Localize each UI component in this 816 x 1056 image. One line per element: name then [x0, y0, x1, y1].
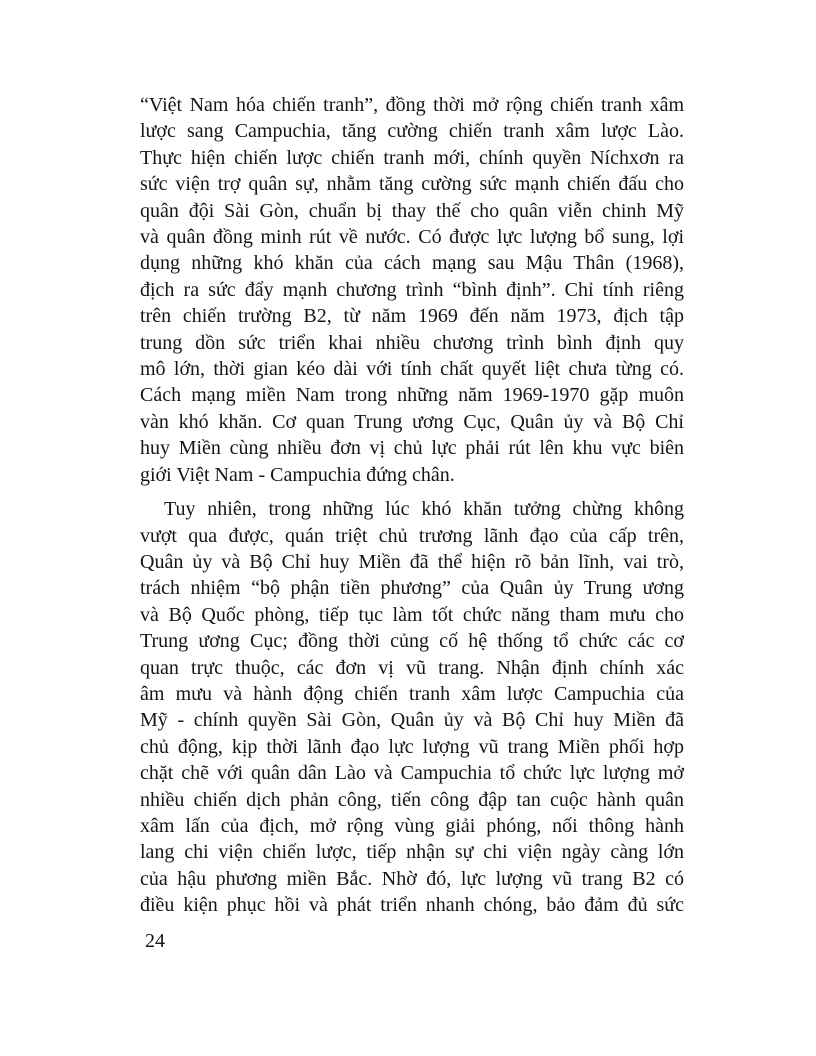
text-line: vàn khó khăn. Cơ quan Trung ương Cục, Quân ủy và Bộ Chỉ: [140, 410, 684, 433]
text-line: “Việt Nam hóa chiến tranh”, đồng thời mở rộng chiến tranh xâm: [140, 94, 684, 116]
text-line: quan trực thuộc, các đơn vị vũ trang. Nhận định chính xác: [140, 656, 684, 679]
text-line: điều kiện phục hồi và phát triển nhanh chóng, bảo đảm đủ sức: [140, 894, 684, 917]
text-line: giới Việt Nam - Campuchia đứng chân.: [140, 463, 455, 486]
text-line: dụng những khó khăn của cách mạng sau Mậu Thân (1968),: [140, 252, 684, 275]
page-number: 24: [145, 930, 165, 952]
text-line: Mỹ - chính quyền Sài Gòn, Quân ủy và Bộ Chỉ huy Miền đã: [140, 709, 684, 732]
text-line: xâm lấn của địch, mở rộng vùng giải phóng, nối thông hành: [140, 814, 684, 837]
text-line: địch ra sức đẩy mạnh chương trình “bình định”. Chỉ tính riêng: [140, 278, 684, 301]
text-line: Thực hiện chiến lược chiến tranh mới, chính quyền Níchxơn ra: [140, 146, 684, 169]
text-line: vượt qua được, quán triệt chủ trương lãnh đạo của cấp trên,: [140, 524, 684, 547]
text-line: lang chi viện chiến lược, tiếp nhận sự chi viện ngày càng lớn: [140, 841, 684, 864]
text-line: nhiều chiến dịch phản công, tiến công đập tan cuộc hành quân: [140, 788, 684, 811]
text-line: Trung ương Cục; đồng thời củng cố hệ thống tổ chức các cơ: [140, 630, 684, 653]
text-line: lược sang Campuchia, tăng cường chiến tranh xâm lược Lào.: [140, 120, 684, 143]
text-line: chủ động, kịp thời lãnh đạo lực lượng vũ trang Miền phối hợp: [140, 735, 684, 758]
text-line: chặt chẽ với quân dân Lào và Campuchia tổ chức lực lượng mở: [140, 762, 684, 785]
text-line: Tuy nhiên, trong những lúc khó khăn tưởng chừng không: [164, 498, 684, 521]
text-line: và Bộ Quốc phòng, tiếp tục làm tốt chức năng tham mưu cho: [140, 603, 684, 626]
paragraph: [140, 92, 684, 488]
text-line: Quân ủy và Bộ Chỉ huy Miền đã thể hiện rõ bản lĩnh, vai trò,: [140, 550, 684, 573]
text-line: Cách mạng miền Nam trong những năm 1969-1970 gặp muôn: [140, 384, 684, 407]
body-text: [140, 92, 684, 919]
paragraph: [140, 496, 684, 919]
text-line: âm mưu và hành động chiến tranh xâm lược Campuchia của: [140, 682, 684, 705]
text-line: của hậu phương miền Bắc. Nhờ đó, lực lượng vũ trang B2 có: [140, 867, 684, 890]
text-line: sức viện trợ quân sự, nhằm tăng cường sức mạnh chiến đấu cho: [140, 173, 684, 196]
text-line: trách nhiệm “bộ phận tiền phương” của Quân ủy Trung ương: [140, 577, 684, 600]
text-line: quân đội Sài Gòn, chuẩn bị thay thế cho quân viễn chinh Mỹ: [140, 199, 684, 222]
text-line: và quân đồng minh rút về nước. Có được lực lượng bổ sung, lợi: [140, 226, 684, 249]
text-line: mô lớn, thời gian kéo dài với tính chất quyết liệt chưa từng có.: [140, 358, 684, 381]
text-line: huy Miền cùng nhiều đơn vị chủ lực phải rút lên khu vực biên: [140, 437, 684, 460]
text-line: trên chiến trường B2, từ năm 1969 đến năm 1973, địch tập: [140, 305, 684, 328]
text-line: trung dồn sức triển khai nhiều chương trình bình định quy: [140, 331, 684, 354]
